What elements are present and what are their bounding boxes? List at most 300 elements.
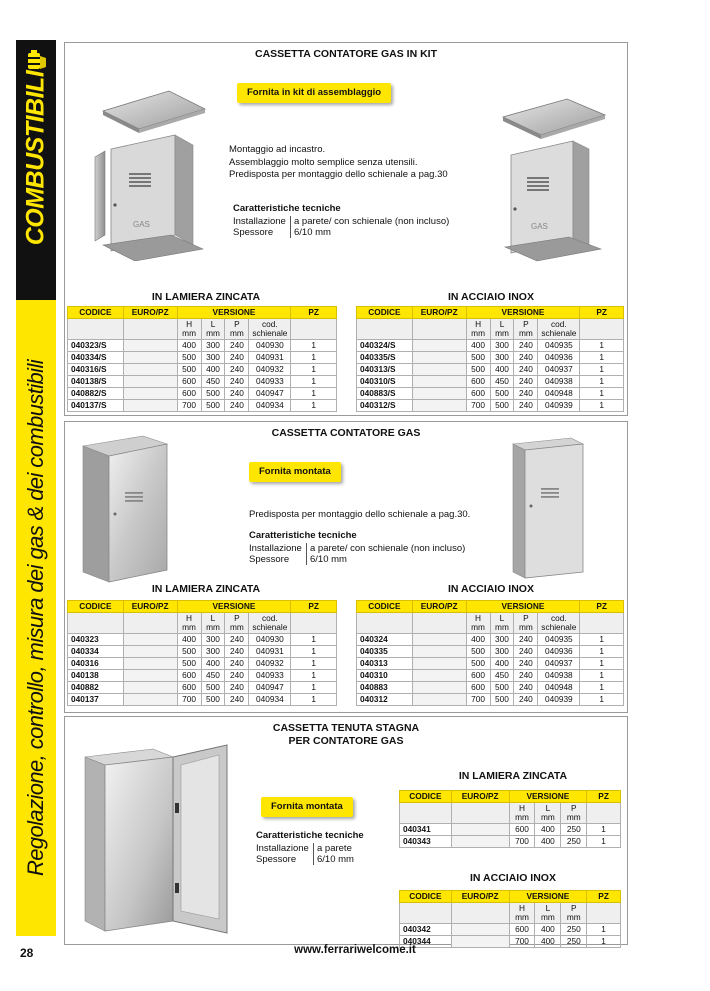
header-cod-sub: schienale — [252, 622, 288, 632]
table-cell: 040937 — [538, 658, 580, 670]
spec-row — [256, 854, 364, 865]
table-cell: 400 — [535, 836, 561, 848]
table-cell: 1 — [580, 340, 624, 352]
table-cell: 1 — [291, 682, 337, 694]
price-cell — [412, 340, 466, 352]
table-row — [357, 670, 624, 682]
table-header-row — [400, 791, 621, 803]
table-subheader-row — [68, 319, 337, 340]
table-row — [357, 388, 624, 400]
table-cell: 500 — [490, 400, 514, 412]
header-p: P — [571, 903, 577, 913]
header-unit: mm — [566, 912, 581, 922]
price-cell — [412, 400, 466, 412]
header-p: P — [571, 803, 577, 813]
header-code: CODICE — [400, 891, 452, 903]
header-qty: PZ — [580, 601, 624, 613]
table-cell: 240 — [514, 694, 538, 706]
table-cell: 500 — [466, 658, 490, 670]
table-cell: 400 — [535, 936, 561, 948]
table-cell: 500 — [177, 352, 201, 364]
header-qty: PZ — [587, 791, 621, 803]
product-table-zinc — [399, 790, 621, 848]
header-l: L — [499, 319, 505, 329]
table-cell: 240 — [225, 634, 249, 646]
table-cell: 400 — [535, 824, 561, 836]
table-cell: 500 — [466, 364, 490, 376]
table-cell: 240 — [514, 340, 538, 352]
product-code: 040138/S — [68, 376, 124, 388]
table-title: IN LAMIERA ZINCATA — [151, 583, 261, 595]
header-l: L — [545, 803, 551, 813]
header-l: L — [545, 903, 551, 913]
section-description — [229, 144, 448, 182]
header-h: H — [518, 803, 525, 813]
table-row — [68, 340, 337, 352]
table-cell: 040938 — [538, 376, 580, 388]
product-code: 040316 — [68, 658, 124, 670]
spec-label: Installazione — [249, 543, 307, 554]
table-cell: 240 — [225, 670, 249, 682]
product-code: 040312 — [357, 694, 413, 706]
table-row — [357, 352, 624, 364]
table-row — [68, 364, 337, 376]
table-cell: 500 — [177, 646, 201, 658]
table-cell: 600 — [466, 682, 490, 694]
table-cell: 250 — [561, 936, 587, 948]
table-cell: 500 — [201, 388, 225, 400]
product-code: 040310 — [357, 670, 413, 682]
header-unit: mm — [182, 328, 196, 338]
description-line: Assemblaggio molto semplice senza utensili. — [229, 156, 418, 168]
table-cell: 1 — [580, 376, 624, 388]
price-cell — [123, 352, 177, 364]
table-cell: 700 — [466, 400, 490, 412]
table-title: IN ACCIAIO INOX — [470, 872, 556, 884]
table-cell: 240 — [514, 646, 538, 658]
header-version: VERSIONE — [466, 307, 580, 319]
table-cell: 400 — [466, 340, 490, 352]
header-unit: mm — [519, 328, 533, 338]
table-row — [357, 646, 624, 658]
spec-row — [249, 543, 465, 554]
table-cell: 400 — [177, 634, 201, 646]
table-cell: 500 — [177, 364, 201, 376]
product-code: 040342 — [400, 924, 452, 936]
table-cell: 500 — [201, 694, 225, 706]
table-subheader-row — [357, 319, 624, 340]
product-code: 040138 — [68, 670, 124, 682]
header-cod: cod. — [262, 319, 278, 329]
table-cell: 240 — [225, 646, 249, 658]
product-code: 040324/S — [357, 340, 413, 352]
table-header-row — [68, 307, 337, 319]
table-cell: 040931 — [249, 646, 291, 658]
table-subheader-row — [400, 803, 621, 824]
price-cell — [412, 646, 466, 658]
header-cod-sub: schienale — [252, 328, 288, 338]
table-row — [68, 646, 337, 658]
header-version: VERSIONE — [177, 601, 291, 613]
spec-row — [256, 843, 364, 854]
table-row — [400, 924, 621, 936]
table-row — [68, 376, 337, 388]
table-cell: 1 — [580, 694, 624, 706]
price-cell — [123, 634, 177, 646]
spec-label: Spessore — [233, 227, 291, 238]
box-inox-image — [511, 436, 585, 580]
door-label: GAS — [133, 220, 150, 229]
table-cell: 040932 — [249, 658, 291, 670]
table-cell: 300 — [201, 340, 225, 352]
table-cell: 1 — [580, 364, 624, 376]
table-cell: 240 — [225, 376, 249, 388]
spec-label: Spessore — [249, 554, 307, 565]
table-cell: 1 — [291, 400, 337, 412]
table-cell: 040932 — [249, 364, 291, 376]
table-cell: 1 — [291, 364, 337, 376]
table-header-row — [357, 307, 624, 319]
header-h: H — [186, 613, 193, 623]
table-cell: 040939 — [538, 400, 580, 412]
header-unit: mm — [515, 812, 529, 822]
table-cell: 040947 — [249, 388, 291, 400]
header-unit: mm — [540, 912, 555, 922]
table-cell: 600 — [466, 376, 490, 388]
table-cell: 240 — [225, 400, 249, 412]
header-cod: cod. — [550, 613, 567, 623]
price-cell — [123, 694, 177, 706]
spec-row — [233, 227, 449, 238]
spec-value: a parete/ con schienale (non incluso) — [310, 542, 466, 554]
product-code: 040323 — [68, 634, 124, 646]
table-cell: 700 — [177, 400, 201, 412]
product-code: 040313/S — [357, 364, 413, 376]
price-cell — [412, 658, 466, 670]
table-row — [357, 694, 624, 706]
spec-value: a parete/ con schienale (non incluso) — [294, 215, 450, 227]
table-cell: 240 — [225, 340, 249, 352]
table-cell: 300 — [201, 352, 225, 364]
sidebar-subtitle: Regolazione, controllo, misura dei gas & dei combustibili — [23, 359, 48, 877]
header-code: CODICE — [68, 307, 124, 319]
table-cell: 300 — [490, 634, 514, 646]
table-title: IN ACCIAIO INOX — [448, 291, 534, 303]
table-cell: 1 — [291, 340, 337, 352]
header-unit: mm — [471, 328, 485, 338]
table-header-row — [68, 601, 337, 613]
description-line: Predisposta per montaggio dello schienale a pag.30. — [249, 509, 471, 520]
table-cell: 040936 — [538, 352, 580, 364]
table-row — [357, 340, 624, 352]
table-cell: 1 — [580, 388, 624, 400]
table-cell: 1 — [587, 824, 621, 836]
table-row — [357, 376, 624, 388]
table-cell: 1 — [291, 658, 337, 670]
table-cell: 1 — [580, 682, 624, 694]
supply-badge: Fornita montata — [261, 797, 353, 817]
product-code: 040883/S — [357, 388, 413, 400]
table-cell: 500 — [177, 658, 201, 670]
header-unit: mm — [540, 812, 555, 822]
specs-title: Caratteristiche tecniche — [256, 830, 364, 841]
header-unit: mm — [230, 328, 244, 338]
table-cell: 400 — [177, 340, 201, 352]
table-cell: 300 — [490, 340, 514, 352]
table-cell: 700 — [466, 694, 490, 706]
table-row — [400, 824, 621, 836]
header-p: P — [523, 319, 529, 329]
header-l: L — [210, 613, 216, 623]
header-cod-sub: schienale — [541, 622, 577, 632]
table-cell: 250 — [561, 924, 587, 936]
table-cell: 040934 — [249, 694, 291, 706]
header-price: EURO/PZ — [451, 891, 509, 903]
product-table-zinc — [67, 600, 337, 706]
table-cell: 450 — [490, 670, 514, 682]
table-cell: 250 — [561, 824, 587, 836]
table-cell: 400 — [490, 658, 514, 670]
table-cell: 600 — [509, 924, 535, 936]
section-title: CASSETTA TENUTA STAGNA — [272, 722, 420, 734]
table-cell: 300 — [490, 352, 514, 364]
price-cell — [123, 340, 177, 352]
section-description — [249, 509, 470, 522]
table-cell: 240 — [514, 364, 538, 376]
table-cell: 040930 — [249, 634, 291, 646]
table-cell: 040931 — [249, 352, 291, 364]
header-code: CODICE — [357, 601, 413, 613]
table-cell: 700 — [509, 836, 535, 848]
header-unit: mm — [206, 328, 220, 338]
price-cell — [123, 364, 177, 376]
product-code: 040883 — [357, 682, 413, 694]
table-cell: 040936 — [538, 646, 580, 658]
price-cell — [123, 658, 177, 670]
supply-badge: Fornita in kit di assemblaggio — [237, 83, 391, 103]
table-cell: 040937 — [538, 364, 580, 376]
product-code: 040341 — [400, 824, 452, 836]
table-cell: 500 — [490, 694, 514, 706]
spec-label: Installazione — [233, 216, 291, 227]
table-cell: 500 — [466, 352, 490, 364]
table-cell: 300 — [201, 646, 225, 658]
table-cell: 1 — [291, 670, 337, 682]
header-unit: mm — [495, 328, 509, 338]
price-cell — [412, 670, 466, 682]
spec-value: 6/10 mm — [310, 553, 347, 565]
header-h: H — [518, 903, 525, 913]
header-price: EURO/PZ — [123, 601, 177, 613]
price-cell — [123, 670, 177, 682]
header-qty: PZ — [291, 307, 337, 319]
table-cell: 240 — [514, 682, 538, 694]
table-cell: 500 — [490, 682, 514, 694]
header-price: EURO/PZ — [123, 307, 177, 319]
price-cell — [412, 352, 466, 364]
table-cell: 400 — [201, 658, 225, 670]
table-cell: 240 — [514, 658, 538, 670]
header-price: EURO/PZ — [412, 601, 466, 613]
table-cell: 1 — [291, 634, 337, 646]
table-cell: 1 — [580, 646, 624, 658]
table-cell: 1 — [587, 836, 621, 848]
technical-specs — [233, 203, 449, 238]
price-cell — [123, 682, 177, 694]
table-cell: 040948 — [538, 682, 580, 694]
section-gas-meter-box-kit — [64, 42, 628, 416]
product-code: 040334 — [68, 646, 124, 658]
table-cell: 300 — [201, 634, 225, 646]
table-cell: 240 — [225, 658, 249, 670]
kit-box-zinc-image — [93, 85, 211, 261]
table-title: IN LAMIERA ZINCATA — [151, 291, 261, 303]
product-code: 040334/S — [68, 352, 124, 364]
table-cell: 1 — [291, 388, 337, 400]
table-cell: 600 — [177, 670, 201, 682]
table-header-row — [400, 891, 621, 903]
table-cell: 450 — [490, 376, 514, 388]
table-cell: 500 — [201, 400, 225, 412]
table-title: IN LAMIERA ZINCATA — [458, 770, 568, 782]
table-cell: 1 — [291, 376, 337, 388]
product-table-zinc — [67, 306, 337, 412]
kit-box-inox-image — [497, 93, 609, 263]
header-code: CODICE — [357, 307, 413, 319]
table-cell: 240 — [225, 388, 249, 400]
table-row — [68, 682, 337, 694]
table-row — [68, 694, 337, 706]
price-cell — [451, 924, 509, 936]
spec-value: 6/10 mm — [294, 226, 331, 238]
table-cell: 040934 — [249, 400, 291, 412]
table-cell: 240 — [225, 364, 249, 376]
product-table-inox — [356, 306, 624, 412]
table-cell: 1 — [291, 646, 337, 658]
table-cell: 240 — [225, 682, 249, 694]
supply-badge: Fornita montata — [249, 462, 341, 482]
section-title: CASSETTA CONTATORE GAS IN KIT — [254, 48, 437, 60]
description-line: Predisposta per montaggio dello schienale a pag.30 — [229, 169, 448, 180]
header-price: EURO/PZ — [412, 307, 466, 319]
header-cod: cod. — [262, 613, 278, 623]
product-code: 040323/S — [68, 340, 124, 352]
table-cell: 1 — [291, 352, 337, 364]
spec-label: Spessore — [256, 854, 314, 865]
price-cell — [123, 646, 177, 658]
header-unit: mm — [518, 622, 533, 632]
header-cod-sub: schienale — [541, 328, 577, 338]
table-cell: 040933 — [249, 670, 291, 682]
table-subheader-row — [400, 903, 621, 924]
table-cell: 500 — [490, 388, 514, 400]
table-cell: 1 — [580, 352, 624, 364]
table-cell: 240 — [514, 634, 538, 646]
footer-website[interactable]: www.ferrariwelcome.it — [294, 944, 416, 956]
table-cell: 450 — [201, 670, 225, 682]
header-unit: mm — [182, 622, 196, 632]
table-row — [357, 634, 624, 646]
table-cell: 040948 — [538, 388, 580, 400]
header-code: CODICE — [400, 791, 452, 803]
header-version: VERSIONE — [177, 307, 291, 319]
table-cell: 1 — [587, 936, 621, 948]
header-unit: mm — [471, 622, 485, 632]
table-row — [357, 658, 624, 670]
product-code: 040343 — [400, 836, 452, 848]
product-code: 040137 — [68, 694, 124, 706]
table-cell: 240 — [514, 388, 538, 400]
price-cell — [412, 376, 466, 388]
table-cell: 240 — [225, 694, 249, 706]
table-cell: 250 — [561, 836, 587, 848]
spec-row — [233, 216, 449, 227]
table-cell: 400 — [201, 364, 225, 376]
table-row — [400, 836, 621, 848]
table-cell: 1 — [580, 634, 624, 646]
table-subheader-row — [357, 613, 624, 634]
table-cell: 600 — [177, 376, 201, 388]
table-cell: 600 — [177, 682, 201, 694]
table-cell: 240 — [514, 376, 538, 388]
page-number: 28 — [20, 946, 34, 960]
specs-title: Caratteristiche tecniche — [233, 203, 341, 214]
spec-row — [249, 554, 465, 565]
table-cell: 400 — [535, 924, 561, 936]
header-qty: PZ — [291, 601, 337, 613]
price-cell — [412, 388, 466, 400]
product-table-inox — [399, 890, 621, 948]
table-cell: 1 — [580, 400, 624, 412]
header-qty: PZ — [580, 307, 624, 319]
price-cell — [123, 388, 177, 400]
header-p: P — [234, 613, 240, 623]
spec-label: Installazione — [256, 843, 314, 854]
table-cell: 600 — [466, 670, 490, 682]
table-subheader-row — [68, 613, 337, 634]
header-h: H — [475, 319, 482, 329]
table-row — [68, 352, 337, 364]
table-cell: 1 — [587, 924, 621, 936]
header-unit: mm — [515, 912, 529, 922]
header-code: CODICE — [68, 601, 124, 613]
price-cell — [412, 634, 466, 646]
table-row — [68, 670, 337, 682]
header-version: VERSIONE — [509, 891, 587, 903]
table-row — [68, 400, 337, 412]
table-cell: 600 — [466, 388, 490, 400]
spec-value: a parete — [317, 842, 352, 854]
header-qty: PZ — [587, 891, 621, 903]
table-cell: 240 — [225, 352, 249, 364]
header-unit: mm — [495, 622, 509, 632]
price-cell — [412, 694, 466, 706]
table-cell: 040938 — [538, 670, 580, 682]
price-cell — [412, 364, 466, 376]
table-title: IN ACCIAIO INOX — [448, 583, 534, 595]
table-cell: 500 — [466, 646, 490, 658]
technical-specs — [256, 830, 364, 865]
section-title: CASSETTA CONTATORE GAS — [271, 427, 421, 439]
table-cell: 1 — [291, 694, 337, 706]
header-l: L — [210, 319, 216, 329]
price-cell — [451, 836, 509, 848]
header-unit: mm — [206, 622, 220, 632]
price-cell — [123, 400, 177, 412]
table-row — [68, 658, 337, 670]
box-zinc-image — [79, 434, 171, 584]
section-sealed-gas-meter-box — [64, 716, 628, 945]
